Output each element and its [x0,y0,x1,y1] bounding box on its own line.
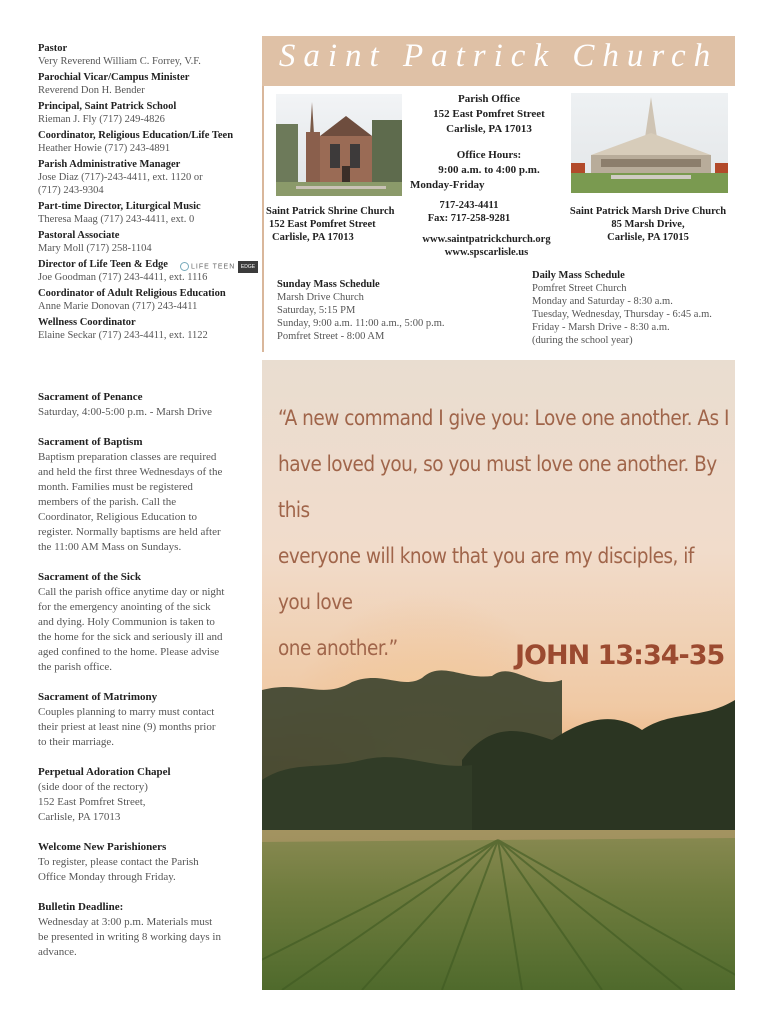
staff-contact: Heather Howie (717) 243-4891 [38,143,171,154]
sacrament-title: Bulletin Deadline: [38,901,124,913]
sacrament-text: and held the first three Wednesdays of the [38,466,223,478]
staff-entry [38,100,260,126]
staff-contact: Mary Moll (717) 258-1104 [38,243,152,254]
staff-entry [38,229,260,255]
daily-mass-line: Pomfret Street Church [532,283,627,294]
staff-entry [38,287,260,313]
sacrament-text: the 11:00 AM Mass on Sundays. [38,541,182,553]
sacrament-text: Couples planning to marry must contact [38,706,215,718]
life-teen-ring-icon [180,262,189,271]
office-hours-time: 9:00 a.m. to 4:00 p.m. [438,164,540,176]
staff-contact: (717) 243-9304 [38,185,104,196]
daily-mass-line: Friday - Marsh Drive - 8:30 a.m. [532,322,670,333]
website-link-2[interactable]: www.spscarlisle.us [444,247,529,258]
sacrament-text: Coordinator, Religious Education to [38,511,198,523]
sacrament-text: (side door of the rectory) [38,781,148,793]
sacrament-text: Call the parish office anytime day or night [38,586,225,598]
staff-entry [38,129,260,155]
edge-logo-text: EDGE [240,264,256,270]
staff-role: Parochial Vicar/Campus Minister [38,72,190,83]
sacrament-entry [38,435,258,555]
office-hours-label: Office Hours: [456,149,522,161]
page-title: Saint Patrick Church [278,38,719,74]
quote-line: “A new command I give you: Love one another. As I [278,406,729,431]
marsh-address1: 85 Marsh Drive, [611,219,685,230]
marsh-address2: Carlisle, PA 17015 [607,232,689,243]
title-banner [262,36,735,86]
sacrament-title: Perpetual Adoration Chapel [38,766,171,778]
sacrament-title: Sacrament of Baptism [38,436,143,448]
sacrament-entry [38,570,258,675]
life-teen-logo [180,262,235,271]
sacrament-text: and dying. Holy Communion is taken to [38,616,215,628]
sacrament-text: month. Families must be registered [38,481,193,493]
sacrament-text: the home for the sick and seriously ill and [38,631,223,643]
sacrament-text: members of the parish. Call the [38,496,177,508]
sacrament-text: To register, please contact the Parish [38,856,199,868]
parish-office-address2: Carlisle, PA 17013 [446,123,532,135]
staff-contact: Joe Goodman (717) 243-4411, ext. 1116 [38,272,208,283]
staff-entry [38,316,260,342]
edge-logo [238,261,258,273]
website-link-1[interactable]: www.saintpatrickchurch.org [422,234,551,245]
staff-contact: Elaine Seckar (717) 243-4411, ext. 1122 [38,330,208,341]
sacrament-entry [38,840,258,885]
office-hours [404,148,574,178]
office-fax: Fax: 717-258-9281 [427,213,511,224]
marsh-drive-church-photo [571,93,728,193]
staff-contact: Jose Diaz (717)-243-4411, ext. 1120 or [38,172,203,183]
sacrament-text: their priest at least nine (9) months prior [38,721,216,733]
staff-contact: Very Reverend William C. Forrey, V.F. [38,56,201,67]
sacrament-text: be presented in writing 8 working days in [38,931,221,943]
sacrament-entry [38,900,258,960]
sacrament-text: Baptism preparation classes are required [38,451,217,463]
sunday-mass-line: Sunday, 9:00 a.m. 11:00 a.m., 5:00 p.m. [277,318,445,329]
sacraments-list [38,390,258,975]
daily-mass-schedule [532,269,742,347]
scripture-quote [278,396,730,672]
sacrament-text: for the emergency anointing of the sick [38,601,211,613]
sacrament-entry [38,690,258,750]
staff-role: Principal, Saint Patrick School [38,101,177,112]
shrine-caption [266,205,411,244]
daily-mass-line: Tuesday, Wednesday, Thursday - 6:45 a.m. [532,309,712,320]
sacrament-title: Welcome New Parishioners [38,841,167,853]
staff-directory [38,40,260,345]
life-teen-logo-text: LIFE TEEN [191,263,236,271]
staff-contact: Reverend Don H. Bender [38,85,145,96]
sunday-mass-schedule [277,278,477,343]
scripture-reference: JOHN 13:34-35 [515,640,725,671]
staff-entry [38,71,260,97]
parish-office-address1: 152 East Pomfret Street [433,108,545,120]
shrine-name: Saint Patrick Shrine Church [266,206,395,217]
parish-office [404,92,574,137]
shrine-address2: Carlisle, PA 17013 [272,232,354,243]
daily-mass-title: Daily Mass Schedule [532,270,625,281]
staff-contact: Theresa Maag (717) 243-4411, ext. 0 [38,214,195,225]
sacrament-text: Carlisle, PA 17013 [38,811,121,823]
sunday-mass-line: Marsh Drive Church [277,292,364,303]
quote-line: one another.” [278,636,398,661]
sunday-mass-title: Sunday Mass Schedule [277,279,380,290]
sacrament-text: register. Normally baptisms are held after [38,526,221,538]
staff-contact: Anne Marie Donovan (717) 243-4411 [38,301,198,312]
staff-entry [38,200,260,226]
sunday-mass-line: Saturday, 5:15 PM [277,305,356,316]
staff-role: Wellness Coordinator [38,317,136,328]
sacrament-title: Sacrament of Penance [38,391,143,403]
sacrament-text: Wednesday at 3:00 p.m. Materials must [38,916,213,928]
websites [404,233,569,259]
staff-contact: Rieman J. Fly (717) 249-4826 [38,114,165,125]
sacrament-text: advance. [38,946,77,958]
daily-mass-line: (during the school year) [532,335,633,346]
quote-line: have loved you, so you must love one another. By this [278,452,717,523]
sacrament-text: Saturday, 4:00-5:00 p.m. - Marsh Drive [38,406,213,418]
marsh-name: Saint Patrick Marsh Drive Church [569,206,727,217]
sacrament-text: 152 East Pomfret Street, [38,796,146,808]
sacrament-text: Office Monday through Friday. [38,871,176,883]
staff-role: Pastor [38,43,68,54]
daily-mass-line: Monday and Saturday - 8:30 a.m. [532,296,673,307]
sacrament-text: to their marriage. [38,736,115,748]
sacrament-text: the parish office. [38,661,113,673]
staff-role: Coordinator of Adult Religious Education [38,288,226,299]
parish-office-title: Parish Office [457,93,520,105]
staff-role: Parish Administrative Manager [38,159,181,170]
sacrament-entry [38,765,258,825]
sacrament-title: Sacrament of Matrimony [38,691,158,703]
marsh-caption [558,205,738,244]
staff-role: Part-time Director, Liturgical Music [38,201,201,212]
quote-line: everyone will know that you are my disciples, if you love [278,544,694,615]
staff-entry [38,42,260,68]
sacrament-entry [38,390,258,420]
staff-entry [38,158,260,197]
shrine-church-photo [276,94,402,196]
staff-role: Director of Life Teen & Edge [38,259,168,270]
staff-role: Coordinator, Religious Education/Life Teen [38,130,234,141]
sacrament-title: Sacrament of the Sick [38,571,141,583]
sacrament-text: aged confined to the home. Please advise [38,646,220,658]
contact-numbers [404,199,534,225]
office-hours-days: Monday-Friday [410,179,485,191]
sunday-mass-line: Pomfret Street - 8:00 AM [277,331,385,342]
office-phone: 717-243-4411 [439,200,499,211]
shrine-address1: 152 East Pomfret Street [269,219,376,230]
staff-role: Pastoral Associate [38,230,120,241]
